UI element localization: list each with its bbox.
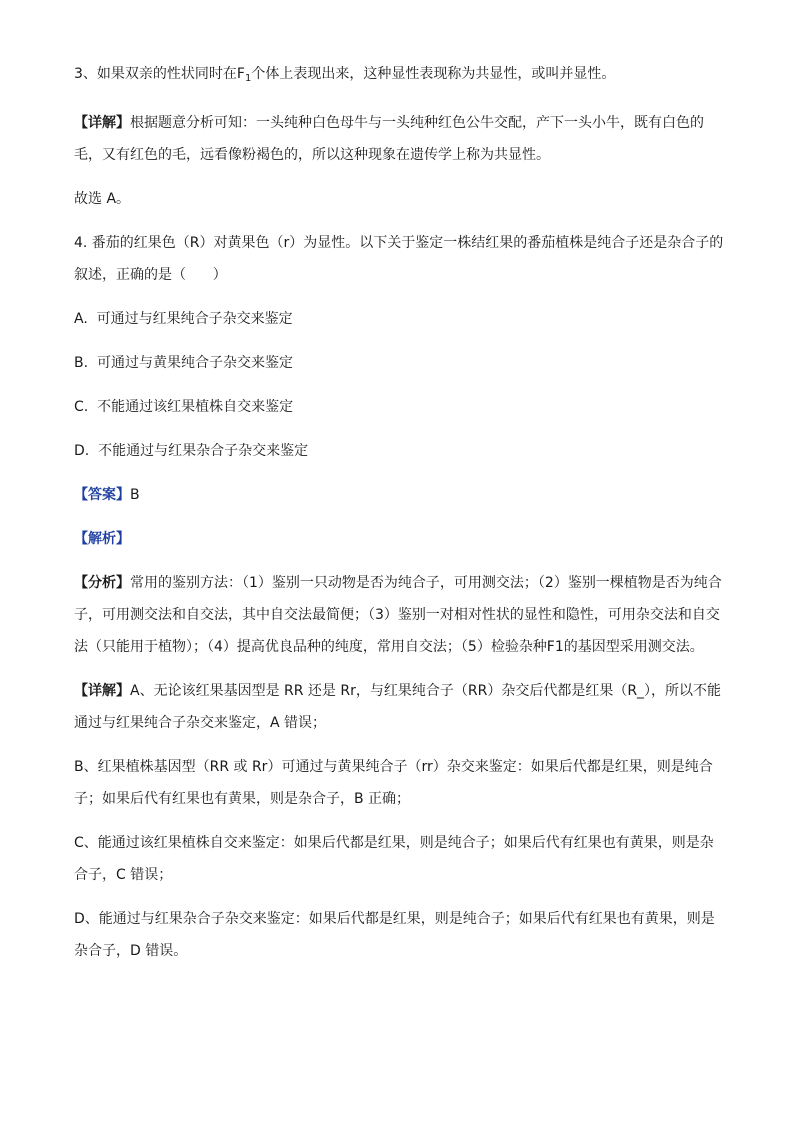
option-b: B. 可通过与黄果纯合子杂交来鉴定 [74,355,293,371]
option-a: A. 可通过与红果纯合子杂交来鉴定 [74,311,293,327]
detail-paragraph [74,107,724,171]
codominance-definition [74,58,724,95]
option-c: C. 不能通过该红果植株自交来鉴定 [74,399,294,415]
text-run: 个体上表现出来，这种显性表现称为共显性，或叫并显性。 [251,66,616,82]
document-page [74,58,724,979]
detail-tag: 【详解】 [74,115,130,131]
detail-text: 根据题意分析可知：一头纯种白色母牛与一头纯种红色公牛交配，产下一头小牛，既有白色的毛，又有红色的毛，远看像粉褐色的，所以这种现象在遗传学上称为共显性。 [74,115,704,163]
analysis-tag: 【解析】 [74,531,130,547]
analysis-heading [74,523,724,555]
explanation-a [74,675,724,739]
analysis-paragraph [74,567,724,663]
analysis-text: 常用的鉴别方法：（1）鉴别一只动物是否为纯合子，可用测交法；（2）鉴别一棵植物是否为纯合子，可用测交法和自交法，其中自交法最简便；（3）鉴别一对相对性状的显性和隐性，可用杂交法和自交法（只能用于植物）；（4）提高优良品种的纯度，常用自交法；（5）检验杂种F1的基因型采用测交法。 [74,575,722,655]
analysis-sub-tag: 【分析】 [74,575,130,591]
option-d: D. 不能通过与红果杂合子杂交来鉴定 [74,443,309,459]
explanation-d: D、能通过与红果杂合子杂交来鉴定：如果后代都是红果，则是纯合子；如果后代有红果也有黄果，则是杂合子，D 错误。 [74,911,715,959]
explanation-b: B、红果植株基因型（RR 或 Rr）可通过与黄果纯合子（rr）杂交来鉴定：如果后代都是红果，则是纯合子；如果后代有红果也有黄果，则是杂合子，B 正确； [74,759,713,807]
answer-tag: 【答案】 [74,487,130,503]
answer-value: B [130,487,140,503]
explanation-a-text: A、无论该红果基因型是 RR 还是 Rr，与红果纯合子（RR）杂交后代都是红果（R_），所以不能通过与红果纯合子杂交来鉴定，A 错误； [74,683,722,731]
explanation-c: C、能通过该红果植株自交来鉴定：如果后代都是红果，则是纯合子；如果后代有红果也有黄果，则是杂合子，C 错误； [74,835,714,883]
question-4-stem: 4. 番茄的红果色（R）对黄果色（r）为显性。以下关于鉴定一株结红果的番茄植株是纯合子还是杂合子的叙述，正确的是（ ） [74,235,724,283]
answer-line [74,479,724,511]
subscript: 1 [244,73,252,84]
text-run: 3、如果双亲的性状同时在F [74,66,245,82]
explanation-tag: 【详解】 [74,683,130,699]
choice-conclusion: 故选 A。 [74,191,131,207]
